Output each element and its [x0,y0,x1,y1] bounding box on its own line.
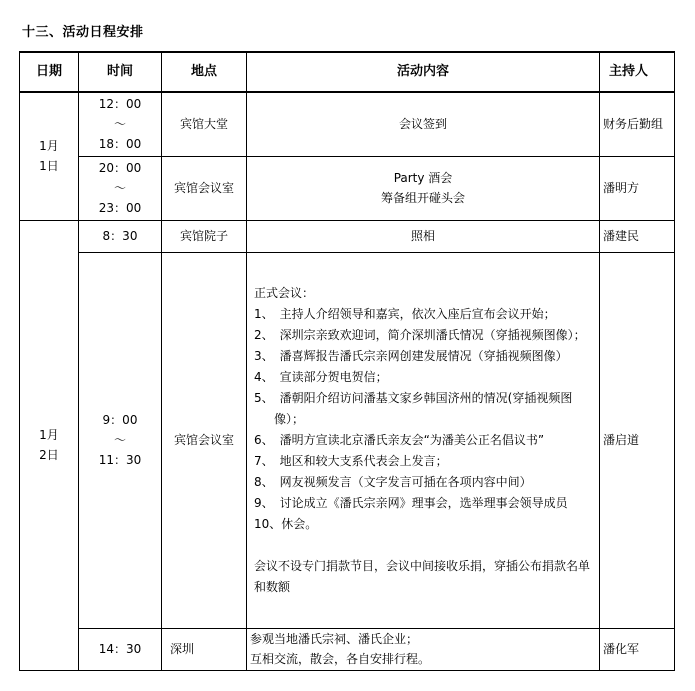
content-cell [247,628,600,670]
content-cell: 照相 [247,220,600,252]
date-day2-month: 1月 [39,428,59,442]
agenda-item: 10、休会。 [254,516,318,531]
content-cell [247,156,600,220]
date-day1-month: 1月 [39,139,59,154]
meeting-agenda [250,283,596,598]
time-start: 9：00 [102,413,138,427]
agenda-item: 6、 潘明方宣读北京潘氏亲友会“为潘美公正名倡议书” [254,432,545,447]
content-line-2: 筹备组开碰头会 [380,191,465,205]
table-row [20,220,675,252]
time-tilde: ～ [113,433,126,447]
header-content: 活动内容 [247,52,600,92]
agenda-item: 2、 深圳宗亲致欢迎词，简介深圳潘氏情况（穿插视频图像）； [254,327,586,342]
content-line-2: 互相交流，散会，各自安排行程。 [250,652,431,666]
time-start: 20：00 [98,161,142,175]
agenda-item: 5、 潘朝阳介绍访问潘基文家乡韩国济州的情况(穿插视频图像）； [254,390,573,426]
agenda-item: 1、 主持人介绍领导和嘉宾，依次入座后宣布会议开始； [254,306,556,321]
header-date: 日期 [20,52,79,92]
header-host: 主持人 [600,52,675,92]
time-cell: 8：30 [79,220,162,252]
time-tilde: ～ [113,181,126,195]
time-cell [79,92,162,156]
time-cell: 14：30 [79,628,162,670]
content-cell [247,252,600,628]
place-cell: 深圳 [162,628,247,670]
time-cell [79,156,162,220]
host-cell: 财务后勤组 [600,92,675,156]
agenda-note: 会议不设专门捐款节目，会议中间接收乐捐，穿插公布捐款名单和数额 [254,558,591,594]
table-row [20,252,675,628]
agenda-item: 8、 网友视频发言（文字发言可插在各项内容中间） [254,474,532,489]
time-end: 11：30 [98,453,142,467]
table-row [20,92,675,156]
table-row [20,156,675,220]
time-end: 18：00 [98,137,142,152]
date-day1-day: 1日 [39,159,59,174]
agenda-spacer [254,535,592,556]
date-cell-day1 [20,92,79,220]
time-end: 23：00 [98,201,142,215]
host-cell: 潘启道 [600,252,675,628]
date-day2-day: 2日 [39,448,59,462]
table-header-row [20,52,675,92]
content-cell: 会议签到 [247,92,600,156]
agenda-intro: 正式会议： [254,285,315,300]
schedule-table [19,51,675,671]
time-cell [79,252,162,628]
time-start: 12：00 [98,97,142,112]
place-cell: 宾馆会议室 [162,252,247,628]
host-cell: 潘建民 [600,220,675,252]
agenda-item: 3、 潘喜辉报告潘氏宗亲网创建发展情况（穿插视频图像） [254,348,568,363]
place-cell: 宾馆会议室 [162,156,247,220]
host-cell: 潘化军 [600,628,675,670]
place-cell: 宾馆院子 [162,220,247,252]
agenda-item: 4、 宣读部分贺电贺信； [254,369,388,384]
agenda-item: 7、 地区和较大支系代表会上发言； [254,453,448,468]
host-cell: 潘明方 [600,156,675,220]
date-cell-day2 [20,220,79,670]
section-title: 十三、活动日程安排 [22,25,144,40]
table-row [20,628,675,670]
time-tilde: ～ [113,117,126,132]
place-cell: 宾馆大堂 [162,92,247,156]
header-place: 地点 [162,52,247,92]
agenda-item: 9、 讨论成立《潘氏宗亲网》理事会，选举理事会领导成员 [254,495,568,510]
content-line-1: Party 酒会 [393,171,453,185]
content-line-1: 参观当地潘氏宗祠、潘氏企业； [250,632,419,646]
header-time: 时间 [79,52,162,92]
